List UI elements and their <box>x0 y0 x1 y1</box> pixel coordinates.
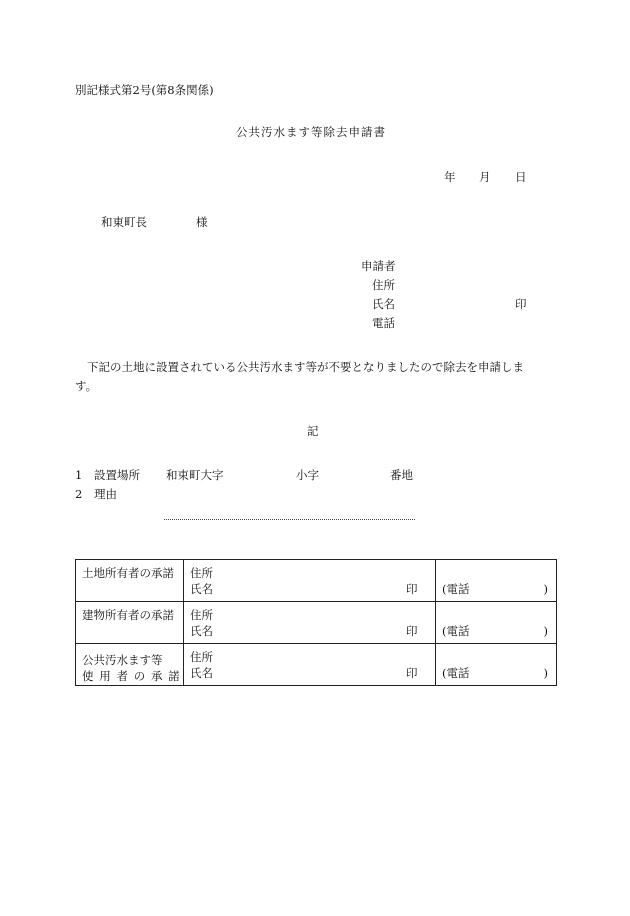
addressee-honorific: 様 <box>196 215 208 229</box>
phone-label: (電話 <box>442 624 470 638</box>
name-label: 氏名 <box>190 582 213 596</box>
phone-label: (電話 <box>442 666 470 680</box>
item-2-label: 理由 <box>94 487 117 501</box>
addressee-name: 和東町長 <box>101 215 147 229</box>
table-row <box>76 644 557 686</box>
row-label-cell <box>76 560 184 602</box>
item-1-koaza: 小字 <box>296 468 319 482</box>
phone-cell <box>436 560 557 602</box>
body-text-line-1: 下記の土地に設置されている公共汚水ます等が不要となりましたので除去を申請しま <box>87 360 524 374</box>
phone-close-paren: ) <box>543 666 548 680</box>
seal-mark: 印 <box>406 582 418 596</box>
date-month: 月 <box>479 170 491 184</box>
document-title: 公共汚水ます等除去申請書 <box>236 125 386 139</box>
ki-heading: 記 <box>307 424 319 438</box>
row-label-line-2: 使用者の承諾 <box>82 669 186 683</box>
applicant-address-label: 住所 <box>372 278 395 292</box>
name-label: 氏名 <box>190 666 213 680</box>
row-label-cell <box>76 602 184 644</box>
table-row <box>76 602 557 644</box>
address-label: 住所 <box>190 608 213 622</box>
row-label-cell <box>76 644 184 686</box>
owner-info-cell <box>184 644 436 686</box>
row-label-line-1: 公共汚水ます等 <box>82 653 163 667</box>
item-2-number: 2 <box>75 487 83 501</box>
phone-close-paren: ) <box>543 624 548 638</box>
applicant-heading: 申請者 <box>361 259 396 273</box>
applicant-phone-label: 電話 <box>372 316 395 330</box>
item-1-banchi: 番地 <box>390 468 413 482</box>
owner-info-cell <box>184 602 436 644</box>
phone-close-paren: ) <box>543 582 548 596</box>
table-row <box>76 560 557 602</box>
applicant-seal: 印 <box>515 297 527 311</box>
item-1-town: 和束町大字 <box>166 468 224 482</box>
address-label: 住所 <box>190 650 213 664</box>
row-label: 建物所有者の承諾 <box>82 608 174 622</box>
name-label: 氏名 <box>190 624 213 638</box>
date-year: 年 <box>444 170 456 184</box>
phone-cell <box>436 644 557 686</box>
phone-label: (電話 <box>442 582 470 596</box>
approval-table <box>75 559 557 686</box>
applicant-name-label: 氏名 <box>372 297 395 311</box>
reason-dotted-line <box>164 519 415 520</box>
seal-mark: 印 <box>406 624 418 638</box>
row-label: 土地所有者の承諾 <box>82 566 174 580</box>
item-1-number: 1 <box>75 468 83 482</box>
phone-cell <box>436 602 557 644</box>
date-day: 日 <box>515 170 527 184</box>
address-label: 住所 <box>190 566 213 580</box>
form-reference: 別記様式第2号(第8条関係) <box>75 83 214 97</box>
body-text-line-2: す。 <box>75 379 98 393</box>
seal-mark: 印 <box>406 666 418 680</box>
item-1-label: 設置場所 <box>94 468 140 482</box>
owner-info-cell <box>184 560 436 602</box>
